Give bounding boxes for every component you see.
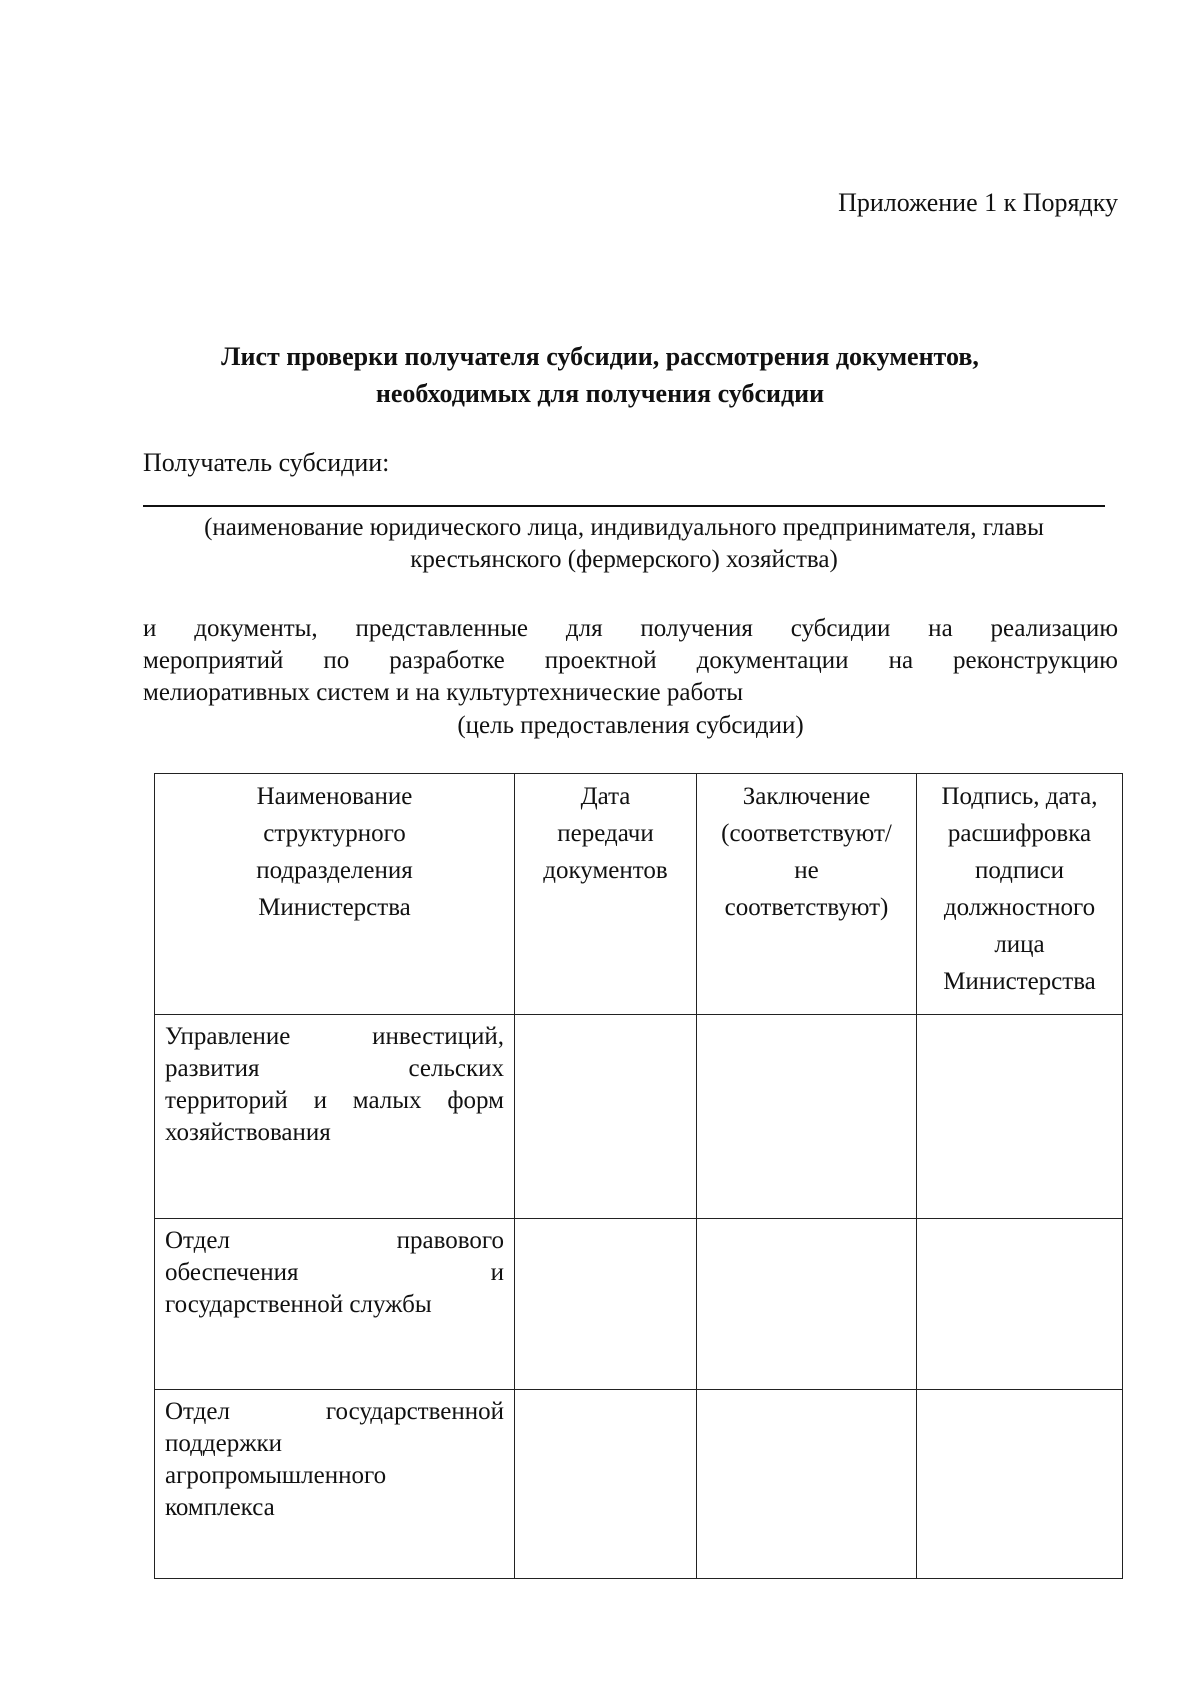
department-line: государственной службы [165,1291,432,1318]
checklist-table [154,773,1123,1579]
transfer-date-cell[interactable] [515,1390,697,1579]
recipient-hint-line-1: (наименование юридического лица, индивидуального предпринимателя, главы [204,514,1044,541]
header-signature-line: Министерства [943,968,1096,995]
department-cell [155,1015,515,1219]
header-signature [917,774,1123,1015]
purpose-line-1: и документы, представленные для получения субсидии на реализацию [143,615,1118,642]
signature-cell[interactable] [917,1390,1123,1579]
header-department [155,774,515,1015]
header-department-line: структурного [263,820,406,847]
department-line: обеспечения и [165,1259,504,1286]
header-conclusion-line: не [794,857,819,884]
document-title [100,338,1100,412]
header-conclusion-line: соответствуют) [724,894,889,921]
purpose-line-2: мероприятий по разработке проектной документации на реконструкцию [143,647,1118,674]
department-line: комплекса [165,1494,275,1521]
recipient-hint [140,512,1108,576]
department-cell [155,1219,515,1390]
title-line-1: Лист проверки получателя субсидии, рассмотрения документов, [221,342,979,371]
header-signature-line: подписи [974,857,1065,884]
header-department-line: Министерства [258,894,411,921]
header-date-line: документов [543,857,668,884]
department-line: территорий и малых форм [165,1087,504,1114]
signature-cell[interactable] [917,1219,1123,1390]
conclusion-cell[interactable] [697,1015,917,1219]
transfer-date-cell[interactable] [515,1015,697,1219]
department-line: хозяйствования [165,1119,331,1146]
recipient-label: Получатель субсидии: [143,448,390,477]
annex-label: Приложение 1 к Порядку [838,188,1118,217]
department-line: развития сельских [165,1055,504,1082]
table-row [155,1390,1123,1579]
purpose-hint: (цель предоставления субсидии) [457,712,804,739]
department-line: Отдел правового [165,1227,504,1254]
department-line: Отдел государственной [165,1398,504,1425]
department-cell [155,1390,515,1579]
header-conclusion [697,774,917,1015]
header-conclusion-line: (соответствуют/ [721,820,892,847]
conclusion-cell[interactable] [697,1390,917,1579]
table-row [155,1015,1123,1219]
header-signature-line: лица [994,931,1045,958]
header-transfer-date [515,774,697,1015]
recipient-hint-line-2: крестьянского (фермерского) хозяйства) [410,546,838,573]
purpose-text [143,613,1118,709]
table-header-row [155,774,1123,1015]
transfer-date-cell[interactable] [515,1219,697,1390]
header-department-line: Наименование [256,783,413,810]
title-line-2: необходимых для получения субсидии [375,379,825,408]
table-row [155,1219,1123,1390]
header-signature-line: Подпись, дата, [941,783,1098,810]
header-signature-line: должностного [943,894,1096,921]
header-date-line: передачи [557,820,654,847]
header-date-line: Дата [580,783,631,810]
header-signature-line: расшифровка [947,820,1092,847]
department-line: агропромышленного [165,1462,387,1489]
conclusion-cell[interactable] [697,1219,917,1390]
recipient-blank-line [143,505,1105,507]
header-conclusion-line: Заключение [742,783,871,810]
signature-cell[interactable] [917,1015,1123,1219]
department-line: поддержки [165,1430,282,1457]
purpose-line-3: мелиоративных систем и на культуртехнические работы [143,679,744,706]
header-department-line: подразделения [256,857,413,884]
department-line: Управление инвестиций, [165,1023,504,1050]
